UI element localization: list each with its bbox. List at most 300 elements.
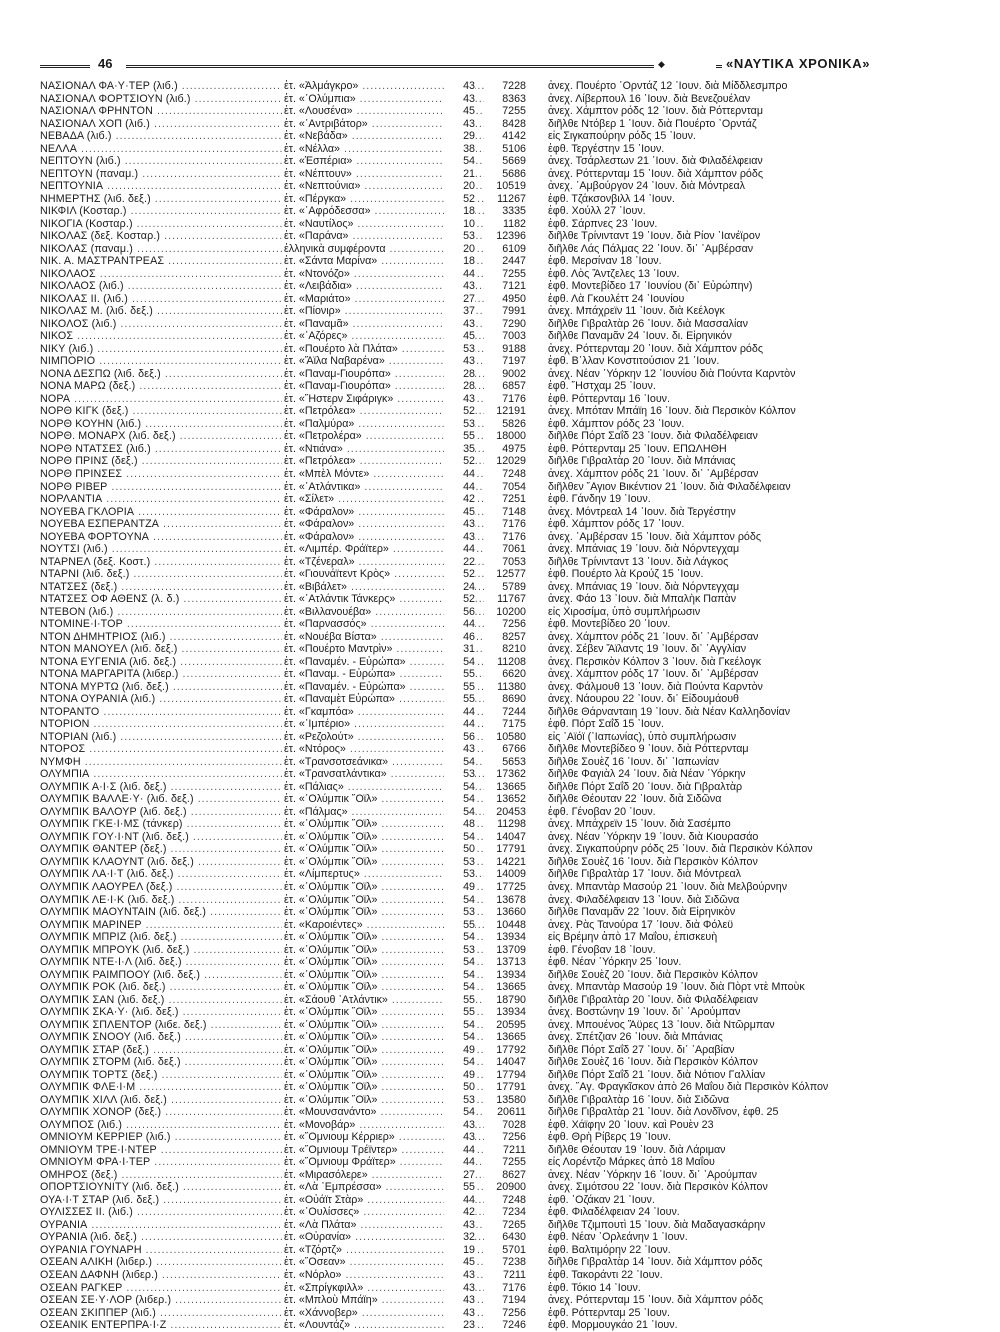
ship-tonnage: 32 — [444, 1231, 475, 1244]
ship-number: 8210 — [502, 643, 526, 656]
ship-status: διῆλθε Παναμᾶν 24 ᾿Ιουν. δι. Εἰρηνικόν — [548, 330, 732, 343]
ship-name: ΝΤΟΜΙΝΕ·Ι·ΤΟΡ ..... — [40, 618, 282, 631]
ship-status: διῆλθε Παναμᾶν 22 ᾿Ιουν. διὰ Εἰρηνικὸν — [548, 906, 736, 919]
ship-owner: ἑτ. «Λειβάδια» ..... — [284, 280, 484, 293]
table-row — [40, 255, 980, 268]
ship-status: διῆλθε Γιβραλτὰρ 20 ᾿Ιουν. διὰ Μπάνιας — [548, 455, 736, 468]
ship-name: ΝΙΚΟΛΟΣ (λιб.) ..... — [40, 318, 282, 331]
ship-status: ἀνεχ. Φάο 13 ᾿Ιουν. διὰ Μπαλὴκ Παπὰν — [548, 593, 737, 606]
ship-status: διῆλθε Γιβραλτὰρ 26 ᾿Ιουν. διὰ Μασσαλίαν — [548, 317, 748, 330]
ship-tonnage: 49 — [444, 881, 475, 894]
table-row — [40, 293, 980, 306]
table-row — [40, 556, 980, 569]
ship-number: 10580 — [496, 730, 526, 743]
ship-name: ΝΟΝΑ ΔΕΣΠΩ (λιб. δεξ.) ..... — [40, 368, 282, 381]
ship-number: 8690 — [502, 693, 526, 706]
ship-number: 4975 — [502, 442, 526, 455]
ship-owner: ἑτ. «Φάραλον» ..... — [284, 531, 484, 544]
table-row — [40, 393, 980, 406]
ship-tonnage: 44 — [444, 1156, 475, 1169]
ship-tonnage: 53 — [444, 906, 475, 919]
ship-name: ΟΣΕΑΝ ΔΑΦΝΗ (λιбερ.) ..... — [40, 1269, 282, 1282]
ship-name: ΝΤΟΝΑ ΕΥΓΕΝΙΑ (λιб. δεξ.) ..... — [40, 656, 282, 669]
table-row — [40, 931, 980, 944]
ship-tonnage: 53 — [444, 343, 475, 356]
ship-tonnage: 44 — [444, 543, 475, 556]
ship-number: 11298 — [497, 818, 526, 831]
ship-tonnage: 22 — [444, 556, 475, 569]
ship-tonnage: 53 — [444, 868, 475, 881]
ship-number: 8627 — [502, 1168, 526, 1181]
ship-owner: ἑτ. «᾿Ολύμπικ ῎Οϊλ» ..... — [284, 944, 484, 957]
ship-owner: ἑτ. «᾿Ολύμπικ ῎Οϊλ» ..... — [284, 881, 484, 894]
table-row — [40, 1106, 980, 1119]
ship-owner: ἑτ. «Βιλλανουέβα» ..... — [284, 606, 484, 619]
ship-number: 13934 — [496, 968, 526, 981]
table-row — [40, 1219, 980, 1232]
ship-tonnage: 55 — [444, 693, 475, 706]
ship-number: 9002 — [502, 367, 526, 380]
ship-name: ΝΙΚΟΛΑΣ (παναμ.) ..... — [40, 243, 282, 256]
ship-owner: ἑτ. «Τζόρτζ» ..... — [284, 1244, 484, 1257]
ship-tonnage: 44 — [444, 1194, 475, 1207]
table-row — [40, 1044, 980, 1057]
ship-tonnage: 43 — [444, 1119, 475, 1132]
table-row — [40, 468, 980, 481]
table-row — [40, 355, 980, 368]
ship-name: ΝΤΑΤΣΕΣ (δεξ.) ..... — [40, 581, 282, 594]
ship-number: 7244 — [502, 705, 526, 718]
ship-number: 8428 — [502, 117, 526, 130]
table-row — [40, 743, 980, 756]
ship-status: ἀνεχ. Μπουένος Ἄϋρες 13 ᾿Ιουν. διὰ Ντῶρμπαν — [548, 1018, 775, 1031]
ship-name: ΝΑΣΙΟΝΑΛ ΧΟΠ (λιб.) ..... — [40, 118, 282, 131]
table-row — [40, 1081, 980, 1094]
table-row — [40, 418, 980, 431]
ship-name: ΟΥΛΙΣΣΕΣ ΙΙ. (λιб.) ..... — [40, 1206, 282, 1219]
ship-name: ΟΛΥΜΠΙΚ ΜΑΟΥΝΤΑΙΝ (λιб. δεξ.) ..... — [40, 906, 282, 919]
ship-number: 6766 — [502, 743, 526, 756]
ship-number: 10519 — [496, 180, 526, 193]
ship-number: 20453 — [496, 805, 526, 818]
ship-owner: ἑτ. «᾿Ολύμπικ ῎Οϊλ» ..... — [284, 1069, 484, 1082]
ship-owner: ἑτ. «Λιμπέρ. Φράϊτερ» ..... — [284, 543, 484, 556]
ship-owner: ἑτ. «Ντιάνα» ..... — [284, 443, 484, 456]
ship-owner: ἑτ. «᾿Ολύμπικ ῎Οϊλ» ..... — [284, 1056, 484, 1069]
ship-number: 10200 — [496, 605, 526, 618]
ship-tonnage: 48 — [444, 818, 475, 831]
table-row — [40, 543, 980, 556]
ship-status: ἀνεχ. Τσάρλεστων 21 ᾿Ιουν. διὰ Φιλαδέλφειαν — [548, 155, 763, 168]
ship-owner: ἑτ. «Πετρόλεα» ..... — [284, 455, 484, 468]
table-row — [40, 768, 980, 781]
ship-status: ἐφθ. Βαλτιμόρην 22 ᾿Ιουν. — [548, 1243, 671, 1256]
ship-number: 17792 — [496, 1043, 526, 1056]
ship-owner: ἑτ. «᾿Ολύμπικ ῎Οϊλ» ..... — [284, 843, 484, 856]
ship-owner: ἑτ. «Μουνσανάντο» ..... — [284, 1106, 484, 1119]
ship-tonnage: 43 — [444, 1131, 475, 1144]
ship-tonnage: 43 — [444, 118, 475, 131]
table-row — [40, 618, 980, 631]
ship-name: ΟΛΥΜΠΙΚ ΜΠΡΙΖ (λιб. δεξ.) ..... — [40, 931, 282, 944]
ship-status: ἀνεχ. Μπαντὰρ Μασούρ 19 ᾿Ιουν. διὰ Πὸρτ ντὲ Μποὺκ — [548, 981, 805, 994]
ship-number: 20611 — [497, 1106, 526, 1119]
ship-tonnage: 52 — [444, 193, 475, 206]
ship-tonnage: 45 — [444, 105, 475, 118]
ship-owner: ἑτ. «᾿Ολύμπικ ῎Οϊλ» ..... — [284, 1044, 484, 1057]
ship-status: ἐφθ. Β᾿λλαν Κονστιτούσιον 21 ᾿Ιουν. — [548, 355, 720, 368]
ship-status: ἐφθ. Νέαν ᾿Ορλεάνην 1 ᾿Ιουν. — [548, 1231, 688, 1244]
table-row — [40, 656, 980, 669]
ship-owner: ἑτ. «Νέλλα» ..... — [284, 143, 484, 156]
ship-name: ΝΗΜΕΡΤΗΣ (λιб. δεξ.) ..... — [40, 193, 282, 206]
ship-status: ἀνεχ. Μόντρεαλ 14 ᾿Ιουν. διὰ Τεργέστην — [548, 505, 736, 518]
ship-owner: ἑτ. «Χάννοβερ» ..... — [284, 1307, 484, 1320]
table-row — [40, 1206, 980, 1219]
ship-number: 17791 — [496, 843, 526, 856]
ship-status: διῆλθεν ῞Αγιον Βικέντιον 21 ᾿Ιουν. διὰ Φιλαδέλφειαν — [548, 480, 791, 493]
ship-owner: ἑτ. «Ἄϊλα Ναβαρένα» ..... — [284, 355, 484, 368]
ship-number: 7061 — [502, 543, 526, 556]
ship-number: 17791 — [496, 1081, 526, 1094]
ship-status: διῆλθε Γιβραλτὰρ 17 ᾿Ιουν. διὰ Μόντρεαλ — [548, 868, 741, 881]
ship-owner: ἑτ. «Ἀλμάγκρο» ..... — [284, 80, 484, 93]
table-row — [40, 380, 980, 393]
table-row — [40, 756, 980, 769]
ship-name: ΝΙΚΟΣ ..... — [40, 330, 282, 343]
ship-name: ΝΟΥΕΒΑ ΓΚΛΟΡΙΑ ..... — [40, 506, 282, 519]
ship-status: διῆλθε Τρίνινταντ 19 ᾿Ιουν. διὰ Ρίον ᾿Ιανέϊρον — [548, 230, 761, 243]
ship-number: 5669 — [502, 155, 526, 168]
table-row — [40, 1256, 980, 1269]
ship-status: ἀνεχ. Σπέτζιαν 26 ᾿Ιουν. διὰ Μπάνιας — [548, 1031, 723, 1044]
table-row — [40, 1131, 980, 1144]
ship-number: 6430 — [502, 1231, 526, 1244]
ship-tonnage: 55 — [444, 668, 475, 681]
table-row — [40, 318, 980, 331]
ship-status: ἀνεχ. Φάλμουθ 13 ᾿Ιουν. διὰ Πούντα Καρντὸν — [548, 680, 763, 693]
ship-number: 13934 — [496, 931, 526, 944]
table-row — [40, 831, 980, 844]
ship-status: ἐφθ. Τόκιο 14 ᾿Ιουν. — [548, 1281, 641, 1294]
ship-tonnage: 28 — [444, 368, 475, 381]
ship-name: ΝΤΑΤΣΕΣ ΟΦ ΑΘΕΝΣ (λ. δ.) ..... — [40, 593, 282, 606]
ship-owner: ἑτ. «᾿Ολύμπικ ῎Οϊλ» ..... — [284, 818, 484, 831]
ship-status: ἀνεχ. Νάουρου 22 ᾿Ιουν. δι᾿ Εἰδουμάουθ — [548, 693, 739, 706]
ship-name: ΝΟΡΘ. ΜΟΝΑΡΧ (λιб. δεξ.) ..... — [40, 430, 282, 443]
ship-number: 7248 — [502, 1193, 526, 1206]
ship-name: ΝΟΡΘ ΝΤΑΤΣΕΣ (λιб.) ..... — [40, 443, 282, 456]
ship-owner: ἑτ. «Λουσένα» ..... — [284, 105, 484, 118]
ship-status: ἐφθ. Μοντεβίδεο 20 ᾿Ιουν. — [548, 618, 671, 631]
ship-status: διῆλθε Μοντεβίδεο 9 ᾿Ιουν. διὰ Ρόττερνταμ — [548, 743, 749, 756]
ship-owner: ἑτ. «Γκαμπόα» ..... — [284, 706, 484, 719]
ship-status: ἀνεχ. Ρόττερνταμ 20 ᾿Ιουν. διὰ Χάμπτον ρόδς — [548, 342, 763, 355]
ship-name: ΝΙΚΟΛΑΣ ΙΙ. (λιб.) ..... — [40, 293, 282, 306]
table-row — [40, 155, 980, 168]
ship-owner: ἑτ. «Μαριάτο» ..... — [284, 293, 484, 306]
ship-name: ΟΛΥΜΠΙΚ ΦΛΕ·Ι·Μ ..... — [40, 1081, 282, 1094]
table-row — [40, 230, 980, 243]
ship-name: ΟΠΟΡΤΣΙΟΥΝΙΤΥ (λιб. δεξ.) ..... — [40, 1181, 282, 1194]
ship-number: 12396 — [496, 230, 526, 243]
table-row — [40, 681, 980, 694]
ship-owner: ἑτ. «᾿Ολύμπικ ῎Οϊλ» ..... — [284, 793, 484, 806]
ship-name: ΝΑΣΙΟΝΑΛ ΦΑ·Υ·ΤΕΡ (λιб.) ..... — [40, 80, 282, 93]
ship-owner: ἑτ. «Ἑσπέρια» ..... — [284, 155, 484, 168]
table-row — [40, 1006, 980, 1019]
ship-number: 7028 — [502, 1118, 526, 1131]
ship-tonnage: 50 — [444, 1081, 475, 1094]
ship-tonnage: 44 — [444, 718, 475, 731]
table-row — [40, 180, 980, 193]
ship-status: ἀνεχ. Μπόταν Μπάϊη 16 ᾿Ιουν. διὰ Περσικὸν Κόλπον — [548, 405, 796, 418]
table-row — [40, 1319, 980, 1332]
ship-number: 20900 — [496, 1181, 526, 1194]
table-row — [40, 1282, 980, 1295]
table-row — [40, 1269, 980, 1282]
ship-name: ΟΛΥΜΠΟΣ (λιб.) ..... — [40, 1119, 282, 1132]
ship-number: 7255 — [502, 105, 526, 118]
ship-name: ΝΟΥΤΣΙ (λιб.) ..... — [40, 543, 282, 556]
table-row — [40, 581, 980, 594]
ship-tonnage: 53 — [444, 768, 475, 781]
ship-name: ΝΙΚΟΛΑΣ Μ. (λιб. δεξ.) ..... — [40, 305, 282, 318]
ship-tonnage: 49 — [444, 1044, 475, 1057]
ship-name: ΝΟΡΛΑΝΤΙΑ ..... — [40, 493, 282, 506]
ship-status: ἐφθ. Ρόττερνταμ 25 ᾿Ιουν. ΕΠΩΛΗΘΗ — [548, 442, 727, 455]
table-row — [40, 243, 980, 256]
ship-tonnage: 43 — [444, 93, 475, 106]
ship-owner: ἑτ. «Νεβάδα» ..... — [284, 130, 484, 143]
ship-name: ΟΛΥΜΠΙΚ ΒΑΛΛΕ·Υ· (λιб. δεξ.) ..... — [40, 793, 282, 806]
ship-number: 13665 — [496, 981, 526, 994]
ship-owner: ἑτ. «Πάλμας» ..... — [284, 806, 484, 819]
ship-tonnage: 53 — [444, 230, 475, 243]
ship-name: ΟΣΕΑΝ ΡΑΓΚΕΡ ..... — [40, 1282, 282, 1295]
ship-number: 12191 — [496, 405, 526, 418]
ship-owner: ἑτ. «Λουντάζ» ..... — [284, 1319, 484, 1332]
ship-name: ΝΟΝΑ ΜΑΡΩ (δεξ.) ..... — [40, 380, 282, 393]
ship-number: 17794 — [496, 1068, 526, 1081]
ship-status: διῆλθε Πόρτ Σαΐδ 20 ᾿Ιουν. διὰ Γιβραλτὰρ — [548, 780, 743, 793]
table-row — [40, 1194, 980, 1207]
ship-owner: ἑτ. «Παναμέν. - Εὐρώπα» ..... — [284, 656, 484, 669]
table-row — [40, 430, 980, 443]
table-row — [40, 205, 980, 218]
ship-owner: ἑτ. «᾿Ολύμπικ ῎Οϊλ» ..... — [284, 1031, 484, 1044]
ship-status: διῆλθε Σουὲζ 16 ᾿Ιουν. διὰ Περσικὸν Κόλπον — [548, 855, 758, 868]
ship-status: διῆλθε Σουὲζ 16 ᾿Ιουν. δι᾿ ᾿Ιαπωνίαν — [548, 755, 719, 768]
ship-name: ΝΙΚΟΛΑΣ (δεξ. Κοσταρ.) ..... — [40, 230, 282, 243]
table-row — [40, 994, 980, 1007]
ship-tonnage: 23 — [444, 1319, 475, 1332]
ship-name: ΟΥΑ·Ι·Τ ΣΤΑΡ (λιб. δεξ.) ..... — [40, 1194, 282, 1207]
ship-tonnage: 44 — [444, 481, 475, 494]
ship-status: ἐφθ. Γένοβαν 20 ᾿Ιουν. — [548, 805, 656, 818]
ship-tonnage: 54 — [444, 1019, 475, 1032]
ship-status: ἐφθ. Μορμουγκάο 21 ᾿Ιουν. — [548, 1319, 678, 1332]
ship-owner: ἑτ. «῎Οσεαν» ..... — [284, 1256, 484, 1269]
table-row — [40, 443, 980, 456]
ship-number: 13713 — [496, 956, 526, 969]
ship-number: 10448 — [496, 918, 526, 931]
ship-tonnage: 54 — [444, 1031, 475, 1044]
ship-owner: ἑτ. «Νόρλο» ..... — [284, 1269, 484, 1282]
table-row — [40, 894, 980, 907]
table-row — [40, 643, 980, 656]
ship-number: 5653 — [502, 755, 526, 768]
page-header — [40, 54, 970, 76]
ship-tonnage: 54 — [444, 756, 475, 769]
ship-owner: ἑτ. «Φάραλον» ..... — [284, 506, 484, 519]
ship-number: 7176 — [502, 518, 526, 531]
table-row — [40, 718, 980, 731]
ship-name: ΟΛΥΜΠΙΚ ΝΤΕ·Ι·Λ (λιб. δεξ.) ..... — [40, 956, 282, 969]
ship-tonnage: 21 — [444, 168, 475, 181]
ship-tonnage: 43 — [444, 1307, 475, 1320]
table-row — [40, 168, 980, 181]
ship-number: 1182 — [503, 217, 526, 230]
table-row — [40, 881, 980, 894]
table-row — [40, 956, 980, 969]
ship-status: ἐφθ. Χάϊφην 20 ᾿Ιουν. καὶ Ρουὲν 23 — [548, 1118, 714, 1131]
ship-owner: ἑτ. «Πουέρτο λὰ Πλάτα» ..... — [284, 343, 484, 356]
ship-owner: ἑτ. «Σάντα Μαρίνα» ..... — [284, 255, 484, 268]
ship-tonnage: 43 — [444, 318, 475, 331]
ship-name: ΝΤΑΡΝΕΛ (δεξ. Κοστ.) ..... — [40, 556, 282, 569]
table-row — [40, 843, 980, 856]
ship-name: ΟΛΥΜΠΙΚ ΜΑΡΙΝΕΡ ..... — [40, 919, 282, 932]
table-row — [40, 906, 980, 919]
header-rule-right — [716, 65, 722, 68]
ship-status: διῆλθε Σουὲζ 20 ᾿Ιουν. διὰ Περσικὸν Κόλπον — [548, 968, 758, 981]
ship-number: 5789 — [502, 580, 526, 593]
ship-name: ΟΛΥΜΠΙΚ Α·Ι·Σ (λιб. δεξ.) ..... — [40, 781, 282, 794]
ship-tonnage: 50 — [444, 843, 475, 856]
ship-owner: ἑτ. «Πέργκα» ..... — [284, 193, 484, 206]
ship-number: 7255 — [502, 1156, 526, 1169]
ship-status: ἀνεχ. Χάμπτον ρόδς 17 ᾿Ιουν. δι᾿ ᾿Αμβέρσαν — [548, 668, 759, 681]
ship-owner: ἑτ. «᾿Ουλίσσες» ..... — [284, 1206, 484, 1219]
ship-owner: ἑτ. «Τζένεραλ» ..... — [284, 556, 484, 569]
table-row — [40, 280, 980, 293]
ship-name: ΝΟΡΑ ..... — [40, 393, 282, 406]
table-row — [40, 606, 980, 619]
table-row — [40, 969, 980, 982]
ship-status: ἀνεχ. Φιλαδέλφειαν 13 ᾿Ιουν. διὰ Σιδῶνα — [548, 893, 740, 906]
ship-status: εἰς Σιγκαπούρην ρόδς 15 ᾿Ιουν. — [548, 130, 696, 143]
ship-tonnage: 54 — [444, 831, 475, 844]
ship-status: ἐφθ. Τζάκσονβιλλ 14 ᾿Ιουν. — [548, 192, 675, 205]
ship-tonnage: 54 — [444, 793, 475, 806]
ship-tonnage: 28 — [444, 380, 475, 393]
ship-number: 7248 — [502, 467, 526, 480]
ship-name: ΝΟΡΘ ΚΟΥΗΝ (λιб.) ..... — [40, 418, 282, 431]
ship-owner: ἑτ. «Φάραλον» ..... — [284, 518, 484, 531]
ship-name: ΟΛΥΜΠΙΚ ΧΟΝΟΡ (δεξ.) ..... — [40, 1106, 282, 1119]
table-row — [40, 1144, 980, 1157]
ship-name: ΟΛΥΜΠΙΚ ΣΝΟΟΥ (λιб. δεξ.) ..... — [40, 1031, 282, 1044]
table-row — [40, 1094, 980, 1107]
ship-status: διῆλθε Γιβραλτὰρ 14 ᾿Ιουν. διὰ Χάμπτον ρόδς — [548, 1256, 763, 1269]
ship-number: 17725 — [496, 881, 526, 893]
ship-tonnage: 55 — [444, 430, 475, 443]
ship-name: ΝΑΣΙΟΝΑΛ ΦΡΗΝΤΟΝ ..... — [40, 105, 282, 118]
ship-status: διῆλθε Γιβραλτὰρ 16 ᾿Ιουν. διὰ Σιδῶνα — [548, 1093, 730, 1106]
ship-number: 11380 — [497, 680, 526, 693]
ship-owner: ἑτ. «Λίμπερτυς» ..... — [284, 868, 484, 881]
table-row — [40, 919, 980, 932]
ship-status: ἀνεχ. Πουέρτο ᾿Ορντάζ 12 ᾿Ιουν. διὰ Μίδδλεσμπρο — [548, 80, 788, 92]
table-row — [40, 631, 980, 644]
ship-owner: ἑτ. «Παρνασσός» ..... — [284, 618, 484, 631]
ship-status: ἀνεχ. Νέαν ῾Υόρκην 19 ᾿Ιουν. διὰ Κιουρασάο — [548, 830, 759, 843]
ship-name: ΟΛΥΜΠΙΚ ΤΟΡΤΣ (δεξ.) ..... — [40, 1069, 282, 1082]
ship-name: ΝΤΟΝΑ ΜΑΡΓΑΡΙΤΑ (λιбερ.) ..... — [40, 668, 282, 681]
ship-tonnage: 43 — [444, 1282, 475, 1295]
ship-name: ΝΕΠΤΟΥΝ (παναμ.) ..... — [40, 168, 282, 181]
ship-status: διῆλθε Ντόβερ 1 ᾿Ιουν. διὰ Πουέρτο ᾿Ορντάζ — [548, 117, 757, 130]
ship-tonnage: 46 — [444, 631, 475, 644]
ship-name: ΟΛΥΜΠΙΚ ΣΠΛΕΝΤΟΡ (λιбε. δεξ.) ..... — [40, 1019, 282, 1032]
ship-status: διῆλθε Γιβραλτὰρ 20 ᾿Ιουν. διὰ Φιλαδέλφειαν — [548, 993, 758, 1006]
ship-number: 18790 — [496, 993, 526, 1006]
ship-status: ἀνεχ. ᾿Αμβέρσαν 15 ᾿Ιουν. διὰ Χάμπτον ρόδς — [548, 530, 761, 543]
ship-tonnage: 29 — [444, 130, 475, 143]
ship-status: ἐφθ. Χάμπτον ρόδς 23 ᾿Ιουν. — [548, 417, 685, 430]
ship-owner: ἑτ. «Μπλοὺ Μπάϊη» ..... — [284, 1294, 484, 1307]
ship-number: 7054 — [502, 480, 526, 493]
ship-status: ἐφθ. ᾿Οζάκαν 21 ᾿Ιουν. — [548, 1193, 655, 1206]
table-row — [40, 343, 980, 356]
ship-number: 13660 — [496, 906, 526, 919]
ship-tonnage: 54 — [444, 1056, 475, 1069]
table-row — [40, 143, 980, 156]
ship-number: 7211 — [503, 1268, 526, 1281]
table-row — [40, 1294, 980, 1307]
ship-tonnage: 54 — [444, 155, 475, 168]
ship-status: ἀνεχ. Χάμπτον ρόδς 21 ᾿Ιουν. δι᾿ ᾿Αμβέρσαν — [548, 467, 759, 480]
ship-name: ΟΥΡΑΝΙΑ (λιб. δεξ.) ..... — [40, 1231, 282, 1244]
ship-owner: ἑτ. «᾿Ολύμπικ ῎Οϊλ» ..... — [284, 906, 484, 919]
ship-number: 20595 — [496, 1018, 526, 1031]
table-row — [40, 330, 980, 343]
ship-name: ΝΕΛΛΑ ..... — [40, 143, 282, 156]
ship-tonnage: 54 — [444, 956, 475, 969]
ship-name: ΟΣΕΑΝ ΑΛΙΚΗ (λιбερ.) ..... — [40, 1256, 282, 1269]
ship-owner: ἑτ. «Παναμᾶ» ..... — [284, 318, 484, 331]
ship-name: ΟΥΡΑΝΙΑ ΓΟΥΝΑΡΗ ..... — [40, 1244, 282, 1257]
ship-number: 12029 — [496, 455, 526, 468]
ship-tonnage: 44 — [444, 706, 475, 719]
ship-tonnage: 43 — [444, 393, 475, 406]
ship-number: 5826 — [502, 417, 526, 430]
ship-tonnage: 43 — [444, 518, 475, 531]
ship-name: ΝΑΣΙΟΝΑΛ ΦΟΡΤΣΙΟΥΝ (λιб.) ..... — [40, 93, 282, 106]
ship-tonnage: 55 — [444, 919, 475, 932]
ship-owner: ἑτ. «῎Ομνιουμ Τρέϊντερ» ..... — [284, 1144, 484, 1157]
ship-status: ἀνεχ. ᾿Αμβούργον 24 ᾿Ιουν. διὰ Μόντρεαλ — [548, 180, 746, 193]
ship-owner: ἑτ. «᾿Ολύμπια» ..... — [284, 93, 484, 106]
table-row — [40, 518, 980, 531]
table-row — [40, 268, 980, 281]
ship-owner: ἑτ. «Γιουνάϊτεντ Κρὸς» ..... — [284, 568, 484, 581]
ship-number: 13678 — [496, 893, 526, 906]
ship-number: 11767 — [497, 593, 526, 606]
ship-status: ἐφθ. Χάμπτον ρόδς 17 ᾿Ιουν. — [548, 518, 685, 531]
ship-name: ΟΛΥΜΠΙΚ ΡΑΙΜΠΟΟΥ (λιб. δεξ.) ..... — [40, 969, 282, 982]
